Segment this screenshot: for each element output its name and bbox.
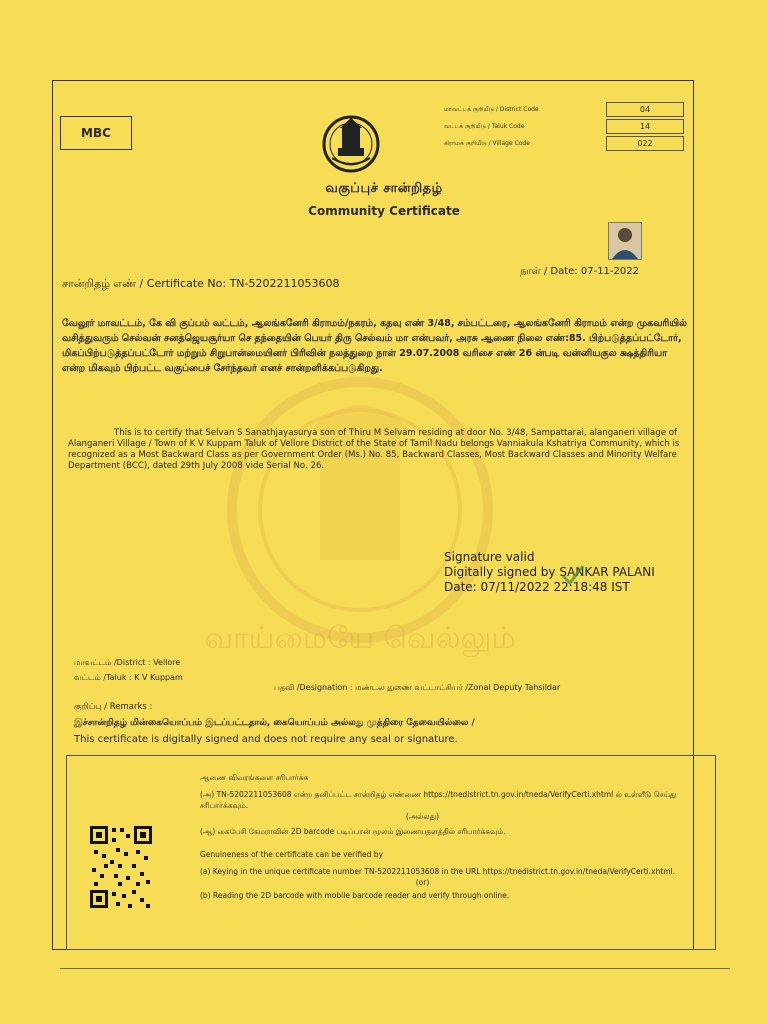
district-code-label: மாவட்டக் குறியீடு / District Code xyxy=(444,105,539,113)
taluk-line: வட்டம் /Taluk : K V Kuppam xyxy=(74,673,183,682)
verify-english-a: (a) Keying in the unique certificate number TN-5202211053608 in the URL https://tnedistrict.tn.gov.in/tneda/VerifyCerti.xhtml. xyxy=(200,867,676,876)
date-label: நாள் / Date: xyxy=(520,266,578,277)
designation-line: பதவி /Designation : மண்டல துணை வட்டாட்சியர் /Zonal Deputy Tahsildar xyxy=(274,683,561,692)
district-code-row xyxy=(444,102,684,117)
title-english: Community Certificate xyxy=(308,204,460,218)
verification-text xyxy=(200,772,705,901)
digital-note-tamil: இச்சான்றிதழ் மின்கையொப்பம் இடப்பட்டதால், கையொப்பம் அல்லது முத்திரை தேவையில்லை / xyxy=(74,718,475,728)
title-tamil: வகுப்புச் சான்றிதழ் xyxy=(325,181,443,196)
village-code-value: 022 xyxy=(606,136,684,151)
taluk-code-label: வட்டக் குறியீடு / Taluk Code xyxy=(444,122,525,130)
applicant-photo xyxy=(608,222,642,260)
signature-signer: Digitally signed by SANKAR PALANI xyxy=(444,565,655,579)
verify-tamil-a: (அ) TN-5202211053608 என்ற தனிப்பட்ட சான்றிதழ் எண்ணை https://tnedistrict.tn.gov.in/tneda/VerifyCerti.xhtml ல் உள்ளீடு செய்து சரிபார்க்கவும். xyxy=(200,790,677,810)
taluk-code-row xyxy=(444,119,684,134)
district-code-value: 04 xyxy=(606,102,684,117)
signature-date: Date: 07/11/2022 22:18:48 IST xyxy=(444,580,630,594)
date-value: 07-11-2022 xyxy=(580,266,639,277)
verify-tamil-heading: ஆணை விவரங்களை சரிபார்க்க xyxy=(200,773,309,782)
watermark-motto: வாய்மையே வெல்லும் xyxy=(204,621,516,656)
certificate-number-value: TN-5202211053608 xyxy=(229,277,340,290)
digital-note-english: This certificate is digitally signed and does not require any seal or signature. xyxy=(74,734,458,745)
verify-english-b: (b) Reading the 2D barcode with mobile barcode reader and verify through online. xyxy=(200,891,510,900)
person-photo-icon xyxy=(609,223,641,259)
state-emblem-watermark xyxy=(190,370,530,670)
category-badge: MBC xyxy=(60,116,132,150)
digital-signature xyxy=(444,550,655,595)
signature-status: Signature valid xyxy=(444,550,535,564)
certificate-number-label: சான்றிதழ் எண் / Certificate No: xyxy=(62,277,227,290)
certificate-date xyxy=(520,266,639,278)
bottom-divider xyxy=(60,968,730,969)
taluk-code-value: 14 xyxy=(606,119,684,134)
qr-code-icon[interactable] xyxy=(88,824,154,910)
verify-tamil-b: (ஆ) கைபேசி கேமராவின் 2D barcode படிப்பான் மூலம் இணையதளத்தில் சரிபார்க்கவும். xyxy=(200,827,506,836)
verify-english-heading: Genuineness of the certificate can be verified by xyxy=(200,850,384,859)
body-text-tamil: வேலூர் மாவட்டம், கே வி குப்பம் வட்டம், ஆலங்கனேரி கிராமம்/நகரம், கதவு எண் 3/48, சம்பட்டரை, ஆலங்கனேரி கிராமம் என்ற முகவரியில் வசித்துவரும் செல்வன் சனத்ஜெயசூர்யா செ தந்தையின் பெயர் திரு செல்வம் மா என்பவர், அரசு ஆணை நிலை எண்:85. பிற்படுத்தப்பட்டோர், மிகப்பிற்படுத்தப்பட்டோர் மற்றும் சிறுபான்மையினர் பிரிவின் நலத்துறை நாள் 29.07.2008 வரிசை எண் 26 ன்படி வன்னியகுல க்ஷத்திரியா என்ற மிகவும் பிற்பட்ட வகுப்பைச் சேர்ந்தவர் எனச் சான்றளிக்கப்படுகிறது. xyxy=(62,318,687,374)
tamil-nadu-emblem-icon xyxy=(322,112,380,176)
remarks-label: குறிப்பு / Remarks : xyxy=(74,702,153,712)
district-line: மாவட்டம் /District : Vellore xyxy=(74,658,181,667)
check-mark-icon xyxy=(560,562,586,588)
village-code-row xyxy=(444,136,684,151)
verify-tamil-or: (அல்லது) xyxy=(405,812,440,821)
certificate-number xyxy=(62,277,339,292)
body-text-english: This is to certify that Selvan S Sanathjayasurya son of Thiru M Selvam residing at door No. 3/48, Sampattarai, alanganeri village of Alanganeri Village / Town of K V Kuppam Taluk of Vellore District of the State of Tamil Nadu belongs Vanniakula Kshatriya Community, which is recognized as a Most Backward Class as per Government Order (Ms.) No. 85, Backward Classes, Most Backward Classes and Minority Welfare Department (BCC), dated 29th July 2008 vide Serial No. 26. xyxy=(68,428,680,471)
verify-english-or: (or) xyxy=(415,878,430,887)
village-code-label: கிராமக் குறியீடு / Village Code xyxy=(444,139,530,147)
